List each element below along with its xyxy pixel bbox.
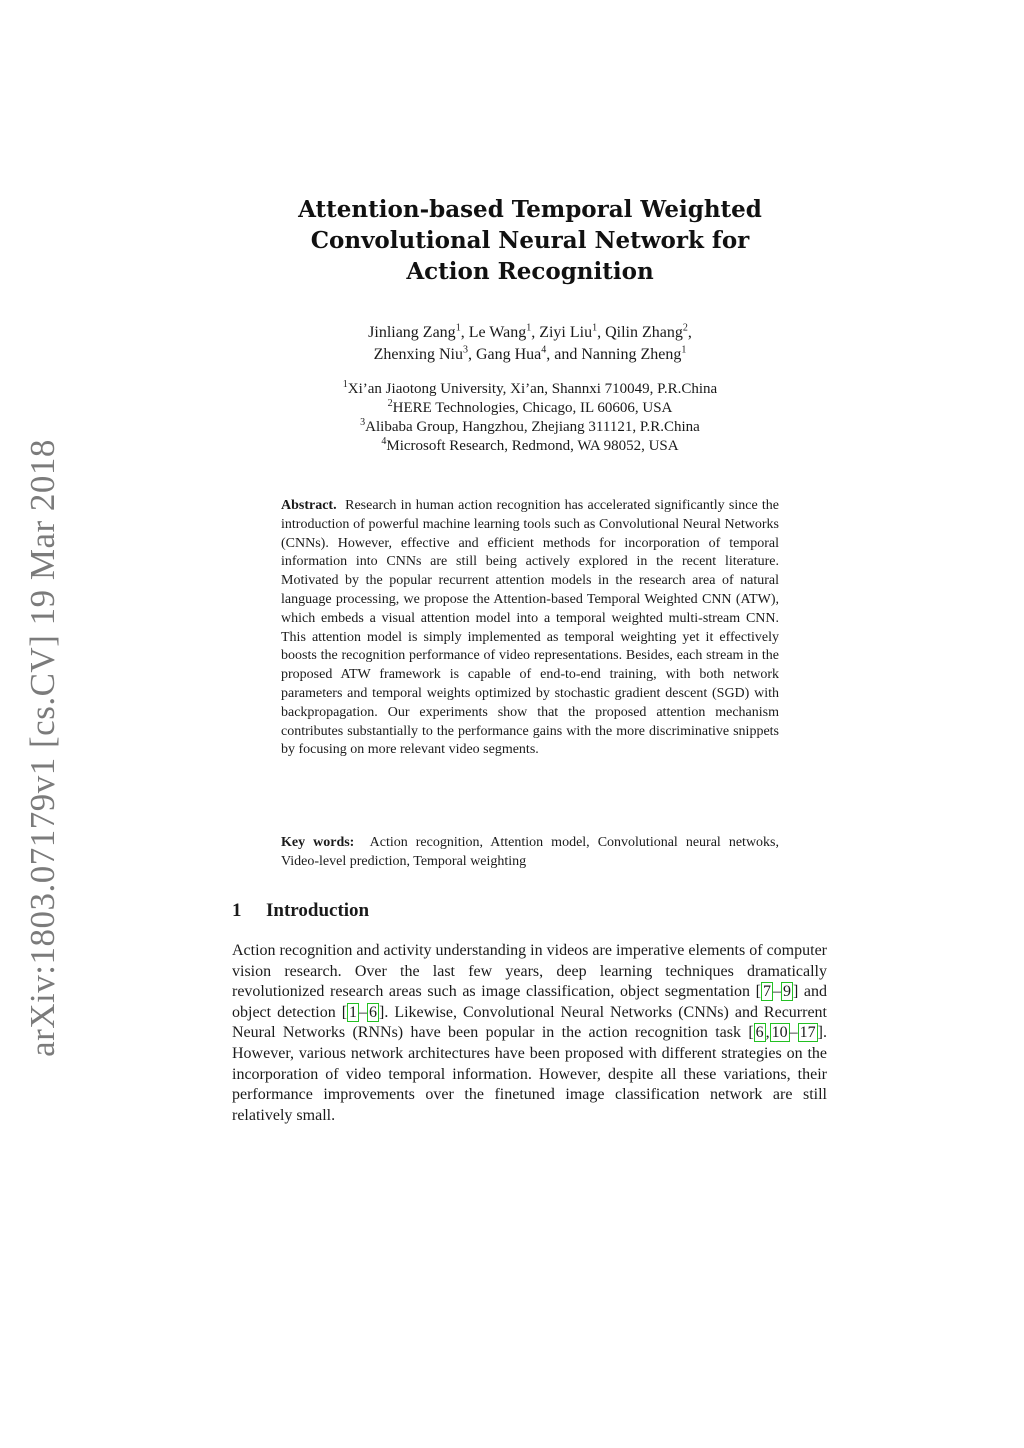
abstract-label: Abstract. — [281, 498, 337, 513]
affiliation-marker: 1 — [455, 322, 461, 334]
affiliation-number: 3 — [360, 417, 366, 428]
title-line-2: Convolutional Neural Network for — [310, 227, 750, 254]
affiliation-text: HERE Technologies, Chicago, IL 60606, USA — [392, 400, 673, 416]
citation-link[interactable]: 10 — [771, 1024, 788, 1042]
intro-text: Action recognition and activity understanding in videos are imperative elements of computer vision research. Over the last few years, deep learning techniques dramatically revolutionized research areas such as image classification, object segmentation — [232, 942, 827, 1001]
citation-separator: – — [772, 983, 781, 1001]
affiliation-number: 4 — [381, 436, 387, 447]
author-line-1: Jinliang Zang$^1$, Le Wang$^1$, Ziyi Liu$^1$, Qilin Zhang$^2$, — [368, 322, 692, 341]
citation-group: [ 1 – 6 ] — [341, 1003, 385, 1021]
citation-separator: – — [359, 1003, 368, 1021]
affiliation-marker: 1 — [592, 322, 598, 334]
affiliation — [230, 437, 830, 456]
author-name: Qilin Zhang — [605, 324, 683, 341]
affiliation-text: Xi’an Jiaotong University, Xi’an, Shannxi 710049, P.R.China — [347, 381, 718, 397]
paper-title — [230, 194, 830, 287]
author-name: Ziyi Liu — [539, 324, 593, 341]
affiliation-marker: 1 — [681, 344, 687, 356]
title-line-3: Action Recognition — [406, 258, 654, 285]
author-conjunction: and — [554, 346, 578, 363]
affiliation — [230, 380, 830, 399]
citation-link[interactable]: 1 — [349, 1003, 358, 1021]
affiliation-marker: 3 — [462, 344, 468, 356]
affiliation-number: 2 — [387, 398, 393, 409]
citation-separator: – — [789, 1024, 798, 1042]
intro-paragraph — [232, 941, 827, 1126]
intro-text: and object detection — [232, 983, 827, 1021]
section-heading — [232, 900, 369, 922]
affiliation-number: 1 — [342, 379, 348, 390]
affiliation-text: Alibaba Group, Hangzhou, Zhejiang 311121, P.R.China — [365, 419, 700, 435]
author-name: Gang Hua — [475, 346, 542, 363]
section-title: Introduction — [266, 900, 370, 921]
abstract — [281, 497, 779, 760]
citation-link[interactable]: 6 — [369, 1003, 378, 1021]
affiliation-marker: 4 — [541, 344, 547, 356]
keywords-label: Key words: — [281, 835, 355, 850]
section-number: 1 — [232, 900, 242, 921]
author-list — [230, 322, 830, 366]
citation-group: [ 6 , 10 – 17 ] — [748, 1024, 823, 1042]
affiliation — [230, 399, 830, 418]
affiliation-list — [230, 380, 830, 456]
author-line-2: Zhenxing Niu$^3$, Gang Hua$^4$, and Nanning Zheng$^1$ — [373, 344, 687, 363]
abstract-text: Research in human action recognition has accelerated significantly since the introduction of powerful machine learning tools such as Convolutional Neural Networks (CNNs). However, effective and efficient methods for incorporation of temporal information into CNNs are still being actively explored in the recent literature. Motivated by the popular recurrent attention models in the research area of natural language processing, we propose the Attention-based Temporal Weighted CNN (ATW), which embeds a visual attention model into a temporal weighted multi-stream CNN. This attention model is simply implemented as temporal weighting yet it effectively boosts the recognition performance of video representations. Besides, each stream in the proposed ATW framework is capable of end-to-end training, with both network parameters and temporal weights optimized by stochastic gradient descent (SGD) with backpropagation. Our experiments show that the proposed attention mechanism contributes substantially to the performance gains with the more discriminative snippets by focusing on more relevant video segments. — [281, 498, 780, 758]
citation-link[interactable]: 9 — [782, 983, 791, 1001]
keywords — [281, 834, 779, 872]
intro-text: . Likewise, Convolutional Neural Networks (CNNs) and Recurrent Neural Networks (RNNs) have been popular in the action recognition task — [232, 1003, 828, 1042]
affiliation-marker: 1 — [526, 322, 532, 334]
author-name: Le Wang — [468, 324, 527, 341]
author-name: Jinliang Zang — [368, 324, 456, 341]
author-name: Zhenxing Niu — [373, 346, 463, 363]
citation-link[interactable]: 17 — [799, 1024, 816, 1042]
citation-link[interactable]: 6 — [755, 1024, 764, 1042]
affiliation-text: Microsoft Research, Redmond, WA 98052, USA — [386, 438, 679, 454]
citation-separator: , — [765, 1024, 770, 1042]
affiliation — [230, 418, 830, 437]
affiliation-marker: 2 — [682, 322, 688, 334]
citation-group: [ 7 – 9 ] — [755, 983, 799, 1001]
arxiv-identifier: arXiv:1803.07179v1 [cs.CV] 19 Mar 2018 — [23, 439, 62, 1057]
intro-text: . However, various network architectures have been proposed with different strategies on the incorporation of video temporal information. However, despite all these variations, their performance improvements over the finetuned image classification network are still relatively small. — [232, 1024, 827, 1124]
author-name: Nanning Zheng — [581, 346, 682, 363]
title-line-1: Attention-based Temporal Weighted — [298, 196, 762, 223]
citation-link[interactable]: 7 — [762, 983, 771, 1001]
keywords-text: Action recognition, Attention model, Convolutional neural netwoks, Video-level prediction, Temporal weighting — [281, 835, 780, 869]
